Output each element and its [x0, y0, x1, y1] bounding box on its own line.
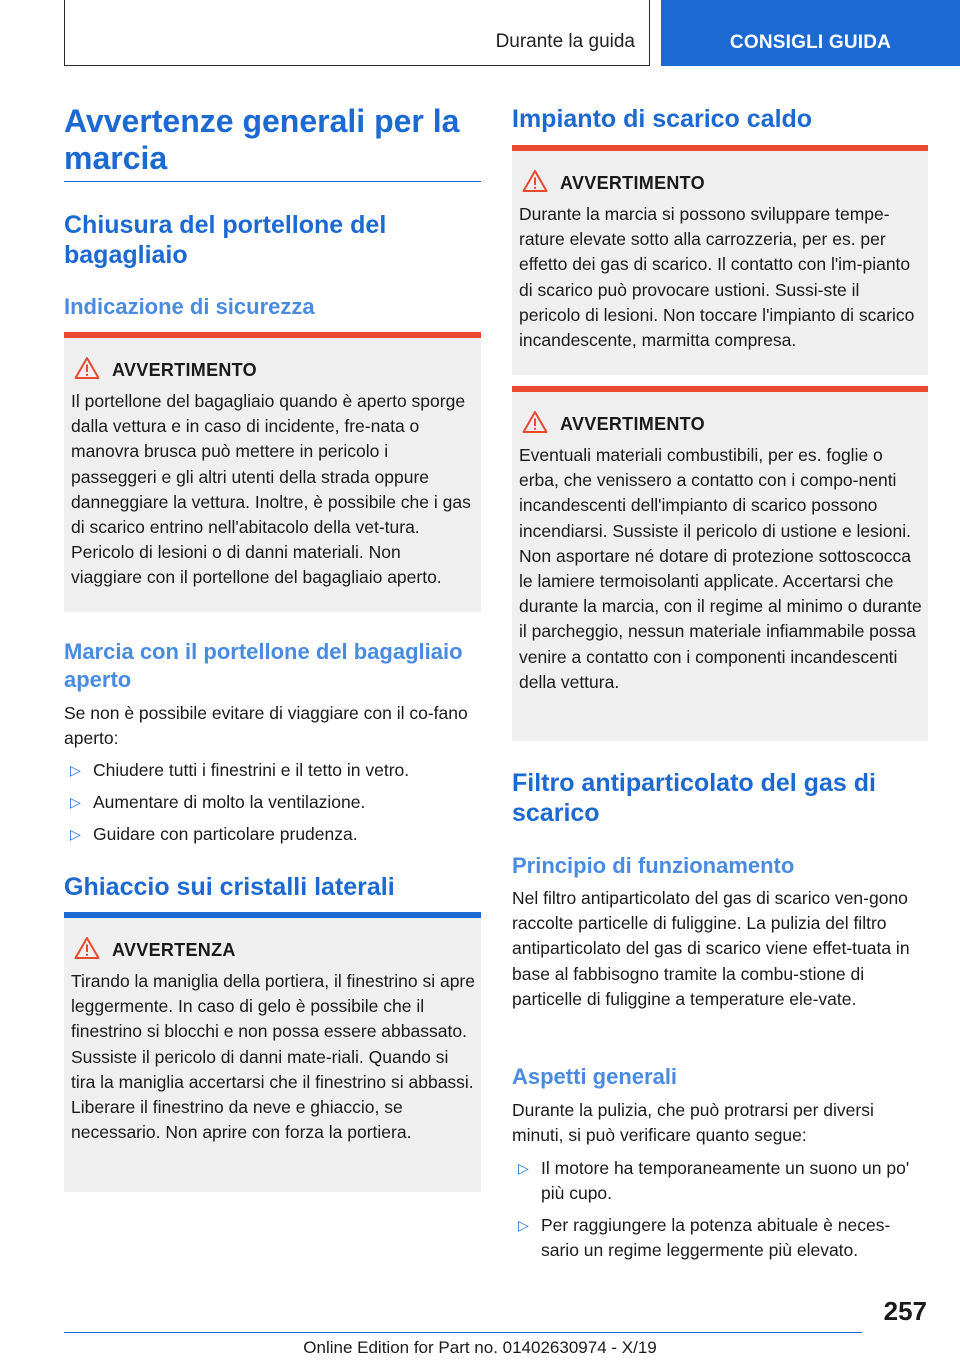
warning-text: Durante la marcia si possono sviluppare tempe‐rature elevate sotto alla carrozzeria, per es. per effetto dei gas di scarico. Il contatto con l'im‐pianto di scarico può provocare ustioni. Sussi‐ste il pericolo di lesioni. Non toccare l'impianto di scarico incandescente, marmitta compresa. [519, 204, 915, 351]
page-number: 257 [883, 1296, 927, 1326]
header-section-title: Durante la guida [495, 31, 635, 52]
warning-text: Eventuali materiali combustibili, per es. foglie o erba, che venissero a contatto con i compo‐nenti incandescenti dell'impianto di scarico possono incendiarsi. Sussiste il pericolo di ustione e lesioni. Non asportare né dotare di protezione sottoscocca le lamiere termoisolanti applicate. Accertarsi che durante la marcia, con il regime al minimo o durante il parcheggio, nessun materiale infiammabile possa venire a contatto con i componenti incandescenti della vettura. [519, 445, 922, 692]
bullet-triangle-icon: ▷ [70, 762, 81, 778]
bullet-triangle-icon: ▷ [518, 1217, 529, 1233]
heading-principle: Principio di funzionamento [512, 853, 795, 878]
bullet-triangle-icon: ▷ [70, 826, 81, 842]
heading-safety: Indicazione di sicurezza [64, 294, 315, 319]
open-tailgate-intro: Se non è possibile evitare di viaggiare con il co‐fano aperto: [64, 703, 468, 749]
warning-box-exhaust [512, 145, 928, 375]
heading-particulate-filter: Filtro antiparticolato del gas di scarico [512, 769, 876, 827]
bullet-triangle-icon: ▷ [70, 794, 81, 810]
warning-box-combustibles [512, 386, 928, 741]
footer-rule [64, 1332, 862, 1333]
header-chapter-title: CONSIGLI GUIDA [729, 32, 892, 53]
list-item: ▷ Per raggiungere la potenza abituale è neces‐sario un regime leggermente più elevato. [518, 1215, 891, 1261]
warning-title: AVVERTIMENTO [560, 414, 705, 434]
warning-box-tailgate [64, 332, 481, 612]
footer-edition: Online Edition for Part no. 01402630974 - X/19 [303, 1338, 657, 1357]
warning-text: Tirando la maniglia della portiera, il finestrino si apre leggermente. In caso di gelo è possibile che il finestrino si blocchi e non possa essere abbassato. Sussiste il pericolo di danni mate‐riali. Quando si tira la maniglia accertarsi che il finestrino si abbassi. Liberare il finestrino da neve e ghiaccio, se necessario. Non aprire con forza la portiera. [71, 971, 475, 1143]
warning-triangle-icon [74, 936, 100, 960]
warning-title: AVVERTENZA [112, 940, 236, 960]
warning-text: Il portellone del bagagliaio quando è aperto sporge dalla vettura e in caso di incidente, fre‐nata o manovra brusca può mettere in pericolo i passeggeri e gli altri utenti della strada oppure danneggiare la vettura. Inoltre, è possibile che i gas di scarico entrino nell'abitacolo della vet‐tura. Pericolo di lesioni o di danni materiali. Non viaggiare con il portellone del bagagliaio aperto. [71, 391, 471, 588]
heading-general: Aspetti generali [512, 1064, 678, 1089]
warning-triangle-icon [522, 410, 548, 434]
heading-tailgate: Chiusura del portellone del bagagliaio [64, 211, 387, 269]
heading-open-tailgate: Marcia con il portellone del bagagliaio aperto [64, 639, 463, 692]
general-intro: Durante la pulizia, che può protrarsi per diversi minuti, si può verificare quanto segue: [512, 1100, 874, 1146]
heading-rule [64, 181, 481, 182]
warning-bar [64, 332, 481, 338]
list-item: ▷ Il motore ha temporaneamente un suono un po' più cupo. [518, 1158, 910, 1204]
principle-text: Nel filtro antiparticolato del gas di scarico ven‐gono raccolte particelle di fuliggine. La pulizia del filtro antiparticolato del gas di scarico viene effet‐tuata in base al fabbisogno tramite la combu‐stione di particelle di fuliggine a temperature ele‐vate. [512, 888, 910, 1009]
list-item: ▷ Guidare con particolare prudenza. [64, 822, 481, 847]
warning-box-ice [64, 912, 481, 1192]
header-chapter-tab [661, 0, 960, 66]
warning-bar [64, 912, 481, 918]
warning-title: AVVERTIMENTO [112, 360, 257, 380]
warning-bar [512, 145, 928, 151]
list-item: ▷ Chiudere tutti i finestrini e il tetto in vetro. [64, 758, 481, 783]
warning-triangle-icon [74, 356, 100, 380]
warning-title: AVVERTIMENTO [560, 173, 705, 193]
warning-bar [512, 386, 928, 392]
list-item: ▷ Aumentare di molto la ventilazione. [64, 790, 481, 815]
header-section-box [64, 0, 650, 66]
warning-triangle-icon [522, 169, 548, 193]
bullet-triangle-icon: ▷ [518, 1160, 529, 1176]
heading-exhaust: Impianto di scarico caldo [512, 105, 813, 133]
main-heading: Avvertenze generali per la marcia [64, 103, 460, 176]
heading-ice: Ghiaccio sui cristalli laterali [64, 873, 395, 901]
